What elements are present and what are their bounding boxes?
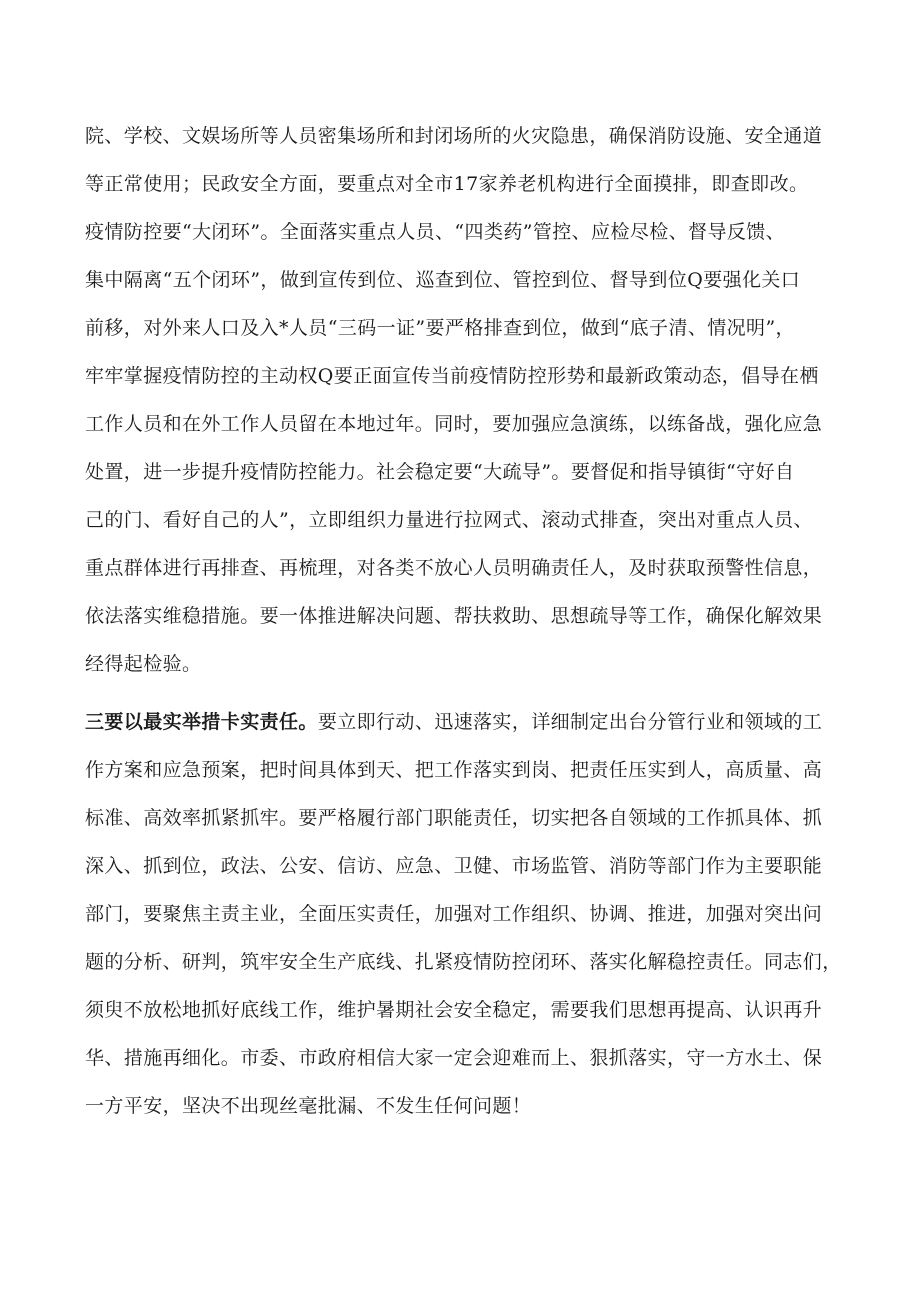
paragraph-2-line-6: 题的分析、研判，筑牢安全生产底线、扎紧疫情防控闭环、落实化解稳控责任。同志们，	[85, 951, 842, 973]
paragraph-2-line-5: 部门，要聚焦主责主业，全面压实责任，加强对工作组织、协调、推进，加强对突出问	[85, 903, 823, 925]
paragraph-1-line-4: 集中隔离“五个闭环”，做到宣传到位、巡查到位、管控到位、督导到位Q要强化关口	[85, 269, 801, 291]
paragraph-1-line-2: 等正常使用；民政安全方面，要重点对全市17家养老机构进行全面摸排，即查即改。	[85, 173, 809, 195]
paragraph-2-line-7: 须臾不放松地抓好底线工作，维护暑期社会安全稳定，需要我们思想再提高、认识再升	[85, 999, 823, 1021]
paragraph-2-line-1-text: 要立即行动、迅速落实，详细制定出台分管行业和领域的工	[317, 711, 823, 733]
paragraph-2-line-3: 标准、高效率抓紧抓牢。要严格履行部门职能责任，切实把各自领域的工作抓具体、抓	[85, 807, 823, 829]
paragraph-1-line-5: 前移，对外来人口及入*人员“三码一证”要严格排查到位，做到“底子清、情况明”，	[85, 317, 795, 339]
paragraph-1-line-10: 重点群体进行再排查、再梳理，对各类不放心人员明确责任人，及时获取预警性信息，	[85, 557, 823, 579]
paragraph-1-line-9: 己的门、看好自己的人”，立即组织力量进行拉网式、滚动式排查，突出对重点人员、	[85, 509, 813, 531]
paragraph-1-line-1: 院、学校、文娱场所等人员密集场所和封闭场所的火灾隐患，确保消防设施、安全通道	[85, 125, 823, 147]
paragraph-2-line-4: 深入、抓到位，政法、公安、信访、应急、卫健、市场监管、消防等部门作为主要职能	[85, 855, 823, 877]
paragraph-1-line-7: 工作人员和在外工作人员留在本地过年。同时，要加强应急演练，以练备战，强化应急	[85, 413, 823, 435]
section-heading: 三要以最实举措卡实责任。	[85, 711, 318, 733]
paragraph-2-line-1	[85, 710, 845, 734]
paragraph-1-line-12: 经得起检验。	[85, 653, 202, 675]
paragraph-1-line-6: 牢牢掌握疫情防控的主动权Q要正面宣传当前疫情防控形势和最新政策动态，倡导在栖	[85, 365, 819, 387]
paragraph-1-line-3: 疫情防控要“大闭环”。全面落实重点人员、“四类药”管控、应检尽检、督导反馈、	[85, 221, 786, 243]
paragraph-2-line-9: 一方平安，坚决不出现丝毫批漏、不发生任何问题！	[85, 1095, 532, 1117]
paragraph-1-line-11: 依法落实维稳措施。要一体推进解决问题、帮扶救助、思想疏导等工作，确保化解效果	[85, 605, 823, 627]
paragraph-2-line-2: 作方案和应急预案，把时间具体到天、把工作落实到岗、把责任压实到人，高质量、高	[85, 759, 823, 781]
paragraph-2-line-8: 华、措施再细化。市委、市政府相信大家一定会迎难而上、狠抓落实，守一方水土、保	[85, 1047, 823, 1069]
paragraph-1-line-8: 处置，进一步提升疫情防控能力。社会稳定要“大疏导”。要督促和指导镇街“守好自	[85, 461, 795, 483]
